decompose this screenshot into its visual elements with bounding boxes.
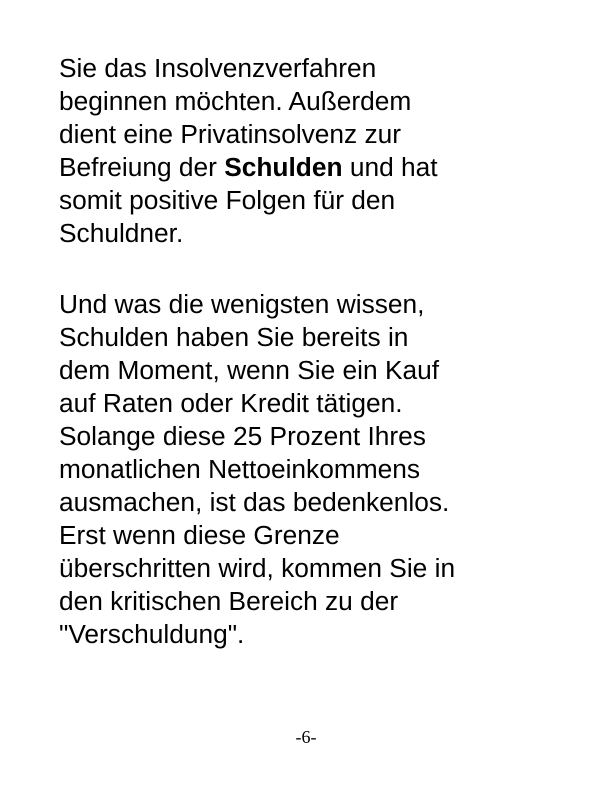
- bold-term-schulden: Schulden: [224, 152, 343, 182]
- paragraph-1-line: [59, 151, 559, 184]
- paragraph-2-line: "Verschuldung".: [59, 619, 245, 649]
- page-number: -6-: [295, 727, 317, 747]
- paragraph-1-line: beginnen möchten. Außerdem: [59, 86, 412, 116]
- paragraph-1-line: Sie das Insolvenzverfahren: [59, 53, 377, 83]
- paragraph-2-line: Schulden haben Sie bereits in: [59, 322, 409, 352]
- paragraph-1-line: Schuldner.: [59, 218, 184, 248]
- paragraph-2-line: Und was die wenigsten wissen,: [59, 289, 425, 319]
- paragraph-1: [59, 52, 559, 250]
- paragraph-1-line: somit positive Folgen für den: [59, 185, 396, 215]
- paragraph-2: [59, 288, 559, 651]
- paragraph-2-line: den kritischen Bereich zu der: [59, 586, 399, 616]
- paragraph-2-line: dem Moment, wenn Sie ein Kauf: [59, 355, 440, 385]
- line-text: Befreiung der: [59, 152, 225, 182]
- paragraph-2-line: auf Raten oder Kredit tätigen.: [59, 388, 403, 418]
- paragraph-1-line: dient eine Privatinsolvenz zur: [59, 119, 402, 149]
- paragraph-2-line: Solange diese 25 Prozent Ihres: [59, 421, 426, 451]
- line-text: und hat: [342, 152, 438, 182]
- paragraph-2-line: monatlichen Nettoeinkommens: [59, 454, 421, 484]
- paragraph-2-line: überschritten wird, kommen Sie in: [59, 553, 456, 583]
- paragraph-2-line: Erst wenn diese Grenze: [59, 520, 340, 550]
- paragraph-2-line: ausmachen, ist das bedenkenlos.: [59, 487, 450, 517]
